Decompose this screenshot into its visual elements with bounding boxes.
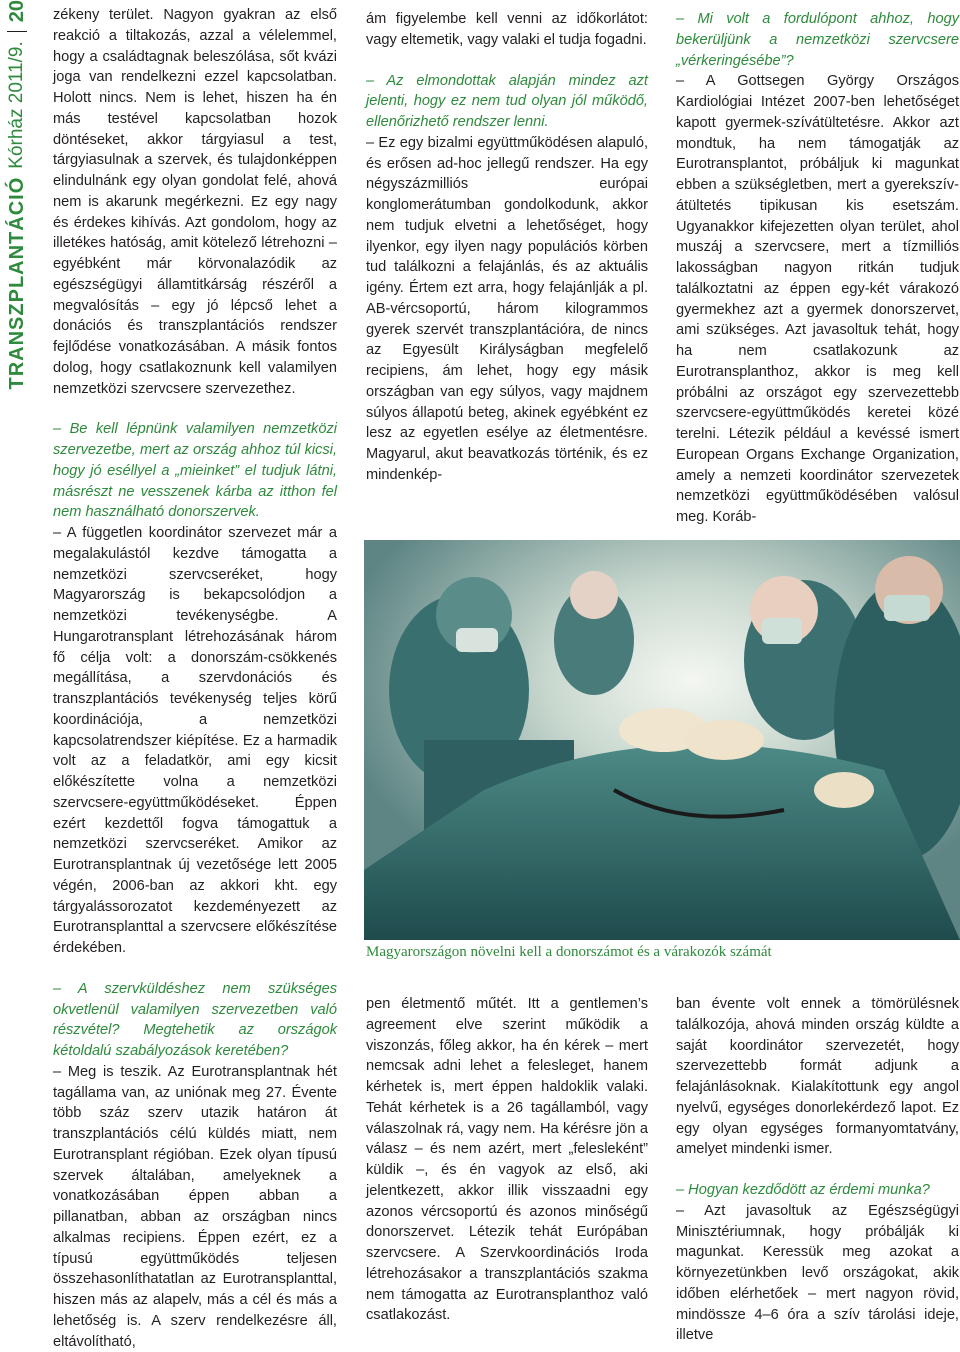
header-divider (7, 31, 27, 32)
paragraph: – A Gottsegen György Országos Kardiológiai Intézet 2007-ben lehetőséget kapott gyermek-szívátültetésre. Akkor azt mondtuk, ha nem támogatják az Eurotransplantot, próbáljuk ki magunkat ebben a szükségletben, mert a gyerekszív-átültetés tipikusan kis esetszám. Ugyanakkor kifejezetten olyan terület, ahol muszáj a szervcsere, mert a tízmilliós lakosságban nagyon ritkán tudjuk találkoztatni az éppen egy-két várakozó gyermekhez azt a gyermek donorszervet, ami szükséges. Azt javasoltuk tehát, hogy ha nem csatlakozunk az Eurotransplanthoz, akkor is meg kell próbálni az országot egy szervezettebb szervcsere-együttműködés keretei közé terelni. Létezik például a kevéssé ismert European Organs Exchange Organization, amely a nemzeti koordinátor szervezetek nemzetközi együttműködésében valósul meg. Koráb- (676, 73, 959, 525)
spacer (366, 51, 648, 71)
column-1 (53, 5, 337, 1352)
paragraph: – Ez egy bizalmi együttműködésen alapuló, és erősen ad-hoc jellegű rendszer. Ha egy négyszázmilliós európai konglomerátumban gondolkodunk, akkor nem tudjuk elvetni a lehetőséget, hogy ilyenkor, egy ilyen nagy populációs körben tud találkozni a felajánlás, és az aktuális igény. Értem ezt arra, hogy felajánlják a pl. AB-vércsoportú, három kilogrammos gyerek szervét transzplantációra, de nincs az Egyesült Királyságban megfelelő recipiens, ám lehet, hogy egy másik országban van egy súlyos, vagy majdnem súlyos állapotú beteg, akinek egyébként ez lesz az egyetlen esélye az életmentésre. Magyarul, akut beavatkozás történik, és ez mindenkép- (366, 134, 648, 483)
paragraph: pen életmentő műtét. Itt a gentlemen’s agreement elve szerint működik a viszonzás, főleg akkor, ha én kérek – mert nemcsak adni lehet a felesleget, hanem kérhetek is, mert éppen haldoklik valaki. Tehát kérhetek is a 26 tagállamból, vagy válaszolnak rá, vagy nem. Ha kérésre jön a válasz – és nem azért, mert „felesleként” küldik –, és én vagyok az első, aki jelentkezett, akkor illik visszaadni egy azonos vércsoportú és azonos minőségű donorszervet. Létezik tehát Európában szervcsere. A Szervkoordinációs Iroda létrehozásakor a transzplantációs szakma nem támogatta az Eurotransplanthoz való csatlakozást. (366, 996, 648, 1324)
spacer (53, 959, 337, 979)
paragraph: zékeny terület. Nagyon gyakran az első reakció a tiltakozás, azzal a vélelemmel, hogy a családtagnak beleszólása, sőt kvázi joga van rendelkezni ezzel kapcsolatban. Holott nincs. Nem is lehet, hiszen ha én más testével kapcsolatban hozok döntéseket, akkor tárgyiasul a test, tárgyiasulnak a szervek, és tulajdonképpen elindulnánk egy olyan gondolat felé, ahová nem is akarunk megérkezni. Ez egy nagy és érdekes kihívás. Azt gondolom, hogy az illetékes hatóság, amit kötelező létrehozni – egyébként már körvonalazódik az egészségügyi államtitkárság részéről a megvalósítás – egy jó lépcső lehet a donációs és transzplantációs rendszer fejlődése vonatkozásában. A másik fontos dolog, hogy csatlakoznunk kell valamilyen nemzetközi szervcsere szervezethez. (53, 7, 337, 397)
photo-caption: Magyarországon növelni kell a donorszámot és a várakozók számát (366, 944, 772, 960)
interview-question: – Hogyan kezdődött az érdemi munka? (676, 1182, 930, 1198)
running-header (0, 0, 34, 420)
operating-room-illustration (364, 540, 960, 940)
paragraph: – A független koordinátor szervezet már a megalakulástól kezdve támogatta a nemzetközi szervcseréket, hogy Magyarország is bekapcsolódjon a nemzetközi tevékenységbe. A Hungarotransplant létrehozásának három fő célja volt: a donorszám-csökkenés megállítása, a szervdonációs és transzplantációs tevékenység teljes körű koordinációja, a nemzetközi kapcsolatrendszer kiépítése. Ez a harmadik volt az a feladatkör, ami egy kicsit előkészítette volna a nemzetközi szervcsere-együttműködéseket. Éppen ezért kezdettől fogva támogattuk a nemzetközi szervcseréket. Amikor az Eurotransplantnak új vezetősége lett 2005 végén, 2006-ban az akkori kht. egy tárgyalássorozatot kezdeményezett az Eurotransplanttal a szervcsere előkészítése érdekében. (53, 525, 337, 956)
paragraph: ban évente volt ennek a tömörülésnek találkozója, ahová minden ország küldte a saját koordinátor szervezetét, hogy szervezettebb formát adjunk a felajánlásoknak. Kialakítottunk egy angol nyelvű, egységes donorlekérdező lapot. Ez egy olyan egységes formanyomtatvány, amelyet mindenki ismer. (676, 996, 959, 1158)
publication-issue: Kórház 2011/9. (6, 41, 27, 169)
column-2 (366, 9, 648, 486)
section-title: TRANSZPLANTÁCIÓ (5, 176, 28, 390)
spacer (676, 1160, 959, 1180)
interview-question: – Az elmondottak alapján mindez azt jelenti, hogy ez nem tud olyan jól működő, ellenőrizhető rendszer lenni. (366, 72, 648, 130)
paragraph: – Meg is teszik. Az Eurotransplantnak hét tagállama van, az uniónak meg 27. Évente több száz szerv utazik határon át transzplantációs célú küldés miatt, nem Eurotransplant régióban. Ezek olyan típusú szervek általában, amelyeknek a vonatkozásában éppen abban a pillanatban, abban az országban nincs alkalmas recipiens. Éppen ezért, ez a típusú együttműködés teljesen összehasonlíthatatlan az Eurotransplanttal, hiszen más az alapelv, más a cél és más a lehetőség is. A szerv rendelkezésre áll, eltávolítható, (53, 1063, 337, 1350)
surgery-photo (364, 540, 960, 940)
interview-question: – A szervküldéshez nem szükséges okvetlenül valamilyen szervezetben való részvétel? Megtehetik az országok kétoldalú szabályozások keretében? (53, 980, 337, 1059)
page-number: 20 (5, 0, 28, 23)
spacer (53, 399, 337, 419)
running-header-text (2, 0, 32, 420)
interview-question: – Be kell lépnünk valamilyen nemzetközi szervezetbe, mert az ország ahhoz túl kicsi, hogy jó eséllyel a „mieinket” el tudjuk látni, másrészt ne vesszenek kárba az itthon fel nem használható donorszervek. (53, 421, 337, 521)
column-3 (676, 9, 959, 528)
column-5 (676, 994, 959, 1346)
column-4 (366, 994, 648, 1326)
interview-question: – Mi volt a fordulópont ahhoz, hogy bekerüljünk a nemzetközi szervcsere „vérkeringésébe”? (676, 11, 959, 69)
paragraph: – Azt javasoltuk az Egészségügyi Minisztériumnak, hogy próbálják ki magunkat. Keressük meg azokat a környezetünkben levő országokat, akik időben elérhetőek – mert nagyon rövid, mindössze 4–6 óra a szív tárolási ideje, illetve (676, 1202, 959, 1344)
paragraph: ám figyelembe kell venni az időkorlátot: vagy eltemetik, vagy valaki el tudja fogadni. (366, 11, 648, 48)
